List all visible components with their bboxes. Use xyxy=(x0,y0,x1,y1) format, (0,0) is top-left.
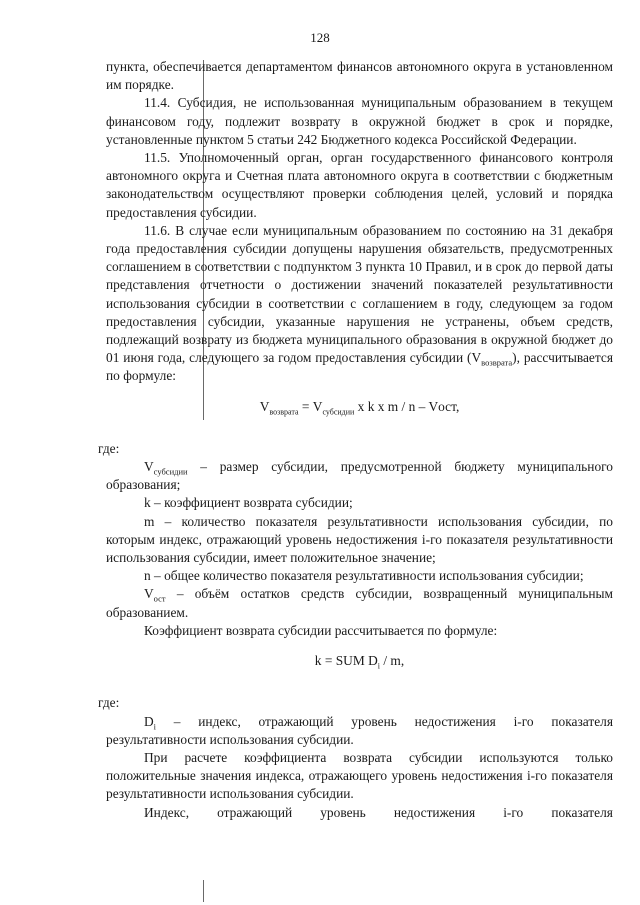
definition-v-subsidy xyxy=(106,458,613,494)
formula-2-main: k = SUM D xyxy=(314,653,378,669)
scan-artifact-line-bottom xyxy=(203,880,204,902)
paragraph-11-4: 11.4. Субсидия, не использованная муниципальным образованием в текущем финансовом году, подлежит возврату в окружной бюджет в срок и порядке, установленные пунктом 5 статьи 242 Бюджетного кодекса Российской Федерации. xyxy=(106,95,613,147)
formula-1-v: V xyxy=(259,398,270,414)
paragraph-11-6 xyxy=(106,222,613,386)
def-vsub-text: – размер субсидии, предусмотренной бюджету муниципального образования; xyxy=(106,459,613,493)
definition-d xyxy=(106,713,613,749)
def-vsub-sub: субсидии xyxy=(153,466,188,477)
last-word-6: показателя xyxy=(551,804,613,820)
paragraph-11-6-subscript: возврата xyxy=(481,357,513,368)
where-label-1: где: xyxy=(98,440,120,456)
last-word-5: i-го xyxy=(503,804,524,820)
def-d-text: – индекс, отражающий уровень недостижения i-го показателя результативности использования субсидии. xyxy=(106,713,613,747)
formula-2-rest: / m, xyxy=(380,653,405,669)
def-d-letter: D xyxy=(144,713,154,729)
definition-v-ost xyxy=(106,585,613,621)
formula-2-sub: i xyxy=(377,661,381,671)
def-vost-letter: V xyxy=(144,586,154,602)
last-word-3: уровень xyxy=(320,804,366,820)
formula-1-v-sub: возврата xyxy=(269,407,299,417)
coefficient-intro: Коэффициент возврата субсидии рассчитывается по формуле: xyxy=(144,622,498,638)
definition-n: n – общее количество показателя результативности использования субсидии; xyxy=(144,568,584,584)
document-body xyxy=(98,58,613,822)
page-number: 128 xyxy=(310,30,330,45)
formula-1-eq: = V xyxy=(298,398,323,414)
formula-coefficient xyxy=(106,652,613,670)
formula-return-volume xyxy=(106,398,613,416)
paragraph-continuation: пункта, обеспечивается департаментом финансов автономного округа в установленном им порядке. xyxy=(106,59,613,93)
paragraph-11-6-text: 11.6. В случае если муниципальным образованием по состоянию на 31 декабря года предоставления субсидии допущены нарушения обязательств, предусмотренных соглашением в соответствии с подпунктом 3 пункта 10 Правил, и в срок до первой даты представления отчетности о достижении значений показателей результативности использования субсидии в соответствии с соглашением в году, следующем за годом предоставления субсидии, указанные нарушения не устранены, объем средств, подлежащий возврату из бюджета муниципального образования в окружной бюджет до 01 июня года, следующего за годом предоставления субсидии (V xyxy=(106,222,613,366)
last-word-4: недостижения xyxy=(393,804,476,820)
def-vost-text: – объём остатков средств субсидии, возвращенный муниципальным образованием. xyxy=(106,586,613,620)
where-label-2: где: xyxy=(98,695,120,711)
paragraph-positive-values: При расчете коэффициента возврата субсидии используются только положительные значения индекса, отражающего уровень недостижения i-го показателя результативности использования субсидии. xyxy=(106,749,613,802)
def-d-sub: i xyxy=(153,721,157,732)
formula-1-vs-sub: субсидии xyxy=(322,407,355,417)
last-word-2: отражающий xyxy=(217,804,293,820)
formula-1-rest: x k x m / n – Vост, xyxy=(354,398,460,414)
paragraph-11-5: 11.5. Уполномоченный орган, орган государственного финансового контроля автономного округа и Счетная плата автономного округа в соответствии с бюджетным законодательством осуществляют проверки соблюдения целей, условий и порядка предоставления субсидии. xyxy=(106,150,613,220)
last-word-1: Индекс, xyxy=(144,804,190,820)
paragraph-index-start xyxy=(106,804,613,822)
paragraph-11-6-tail: ), рассчитывается по формуле: xyxy=(106,350,613,384)
def-vost-sub: ост xyxy=(153,594,166,605)
def-vsub-letter: V xyxy=(144,459,154,475)
definition-k: k – коэффициент возврата субсидии; xyxy=(144,495,353,511)
definition-m: m – количество показателя результативности использования субсидии, по которым индекс, отражающий уровень недостижения i-го показателя результативности использования субсидии, имеет положительное значение; xyxy=(106,513,613,566)
